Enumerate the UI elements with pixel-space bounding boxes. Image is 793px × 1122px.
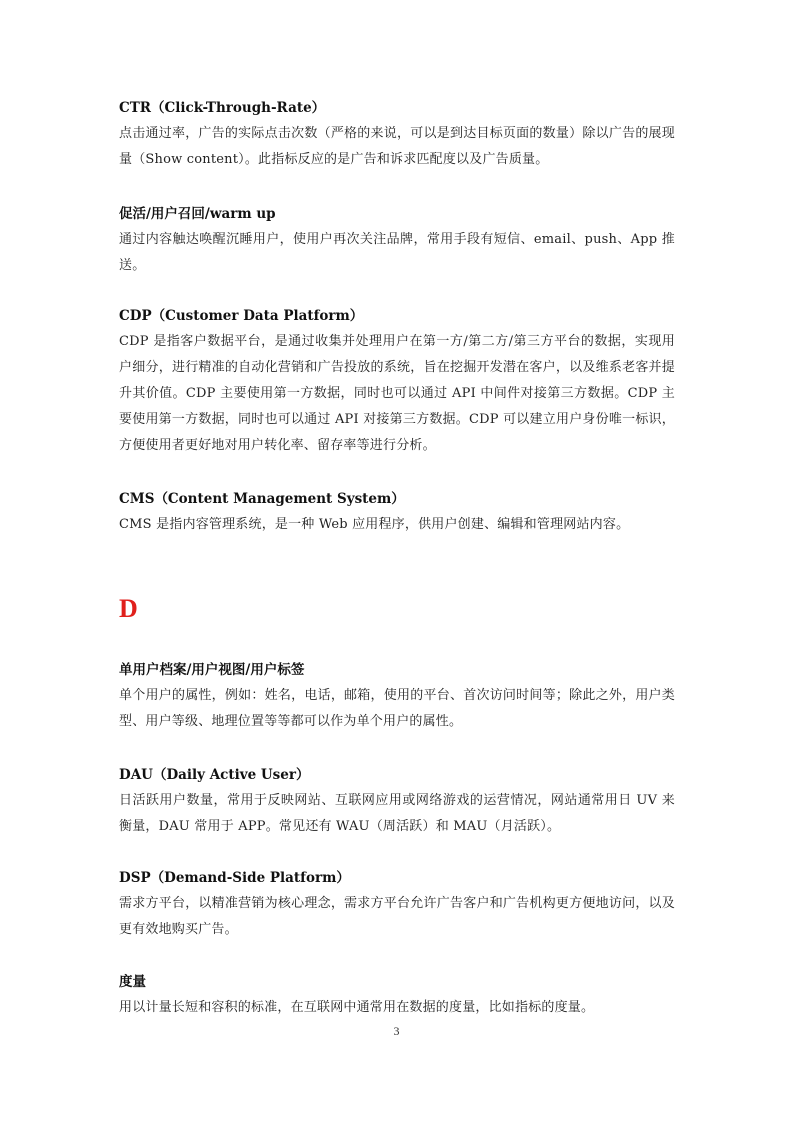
entry-term: CDP（Customer Data Platform）	[119, 308, 364, 324]
entry-term: CTR（Click-Through-Rate）	[119, 100, 326, 116]
entry-definition: 点击通过率，广告的实际点击次数（严格的来说，可以是到达目标页面的数量）除以广告的展现量（Show content）。此指标反应的是广告和诉求匹配度以及广告质量。	[119, 126, 675, 167]
entry-term: CMS（Content Management System）	[119, 491, 405, 507]
entry-definition: 用以计量长短和容积的标准，在互联网中通常用在数据的度量，比如指标的度量。	[119, 1000, 595, 1015]
section-letter: D	[119, 594, 138, 623]
entry-definition: CDP 是指客户数据平台，是通过收集并处理用户在第一方/第二方/第三方平台的数据，实现用户细分，进行精准的自动化营销和广告投放的系统，旨在挖掘开发潜在客户，以及维系老客并提升其价值。CDP 主要使用第一方数据，同时也可以通过 API 中间件对接第三方数据。CDP 主要使用第一方数据，同时也可以通过 API 对接第三方数据。CDP 可以建立用户身份唯一标识，方便使用者更好地对用户转化率、留存率等进行分析。	[119, 334, 675, 453]
entry-definition: 日活跃用户数量，常用于反映网站、互联网应用或网络游戏的运营情况，网站通常用日 UV 来衡量，DAU 常用于 APP。常见还有 WAU（周活跃）和 MAU（月活跃）。	[119, 793, 675, 834]
entry-definition: 单个用户的属性，例如：姓名，电话，邮箱，使用的平台、首次访问时间等；除此之外，用户类型、用户等级、地理位置等等都可以作为单个用户的属性。	[119, 688, 675, 729]
glossary-entry-cms	[119, 489, 675, 538]
entry-term: DAU（Daily Active User）	[119, 767, 310, 783]
glossary-entry-user-profile	[119, 660, 675, 735]
glossary-entry-cdp	[119, 306, 675, 459]
glossary-entry-ctr	[119, 98, 675, 173]
entry-term: 促活/用户召回/warm up	[119, 206, 276, 222]
glossary-entry-warm-up	[119, 204, 675, 279]
entry-term: DSP（Demand-Side Platform）	[119, 870, 350, 886]
page-number: 3	[393, 1024, 400, 1038]
entry-definition: 需求方平台，以精准营销为核心理念，需求方平台允许广告客户和广告机构更方便地访问，以及更有效地购买广告。	[119, 896, 675, 937]
glossary-entry-dsp	[119, 868, 675, 943]
entry-term: 度量	[119, 974, 146, 990]
entry-term: 单用户档案/用户视图/用户标签	[119, 662, 305, 678]
glossary-entry-metric	[119, 972, 675, 1021]
glossary-entry-dau	[119, 765, 675, 840]
entry-definition: 通过内容触达唤醒沉睡用户，使用户再次关注品牌，常用手段有短信、email、push、App 推送。	[119, 232, 675, 273]
entry-definition: CMS 是指内容管理系统，是一种 Web 应用程序，供用户创建、编辑和管理网站内容。	[119, 517, 630, 532]
